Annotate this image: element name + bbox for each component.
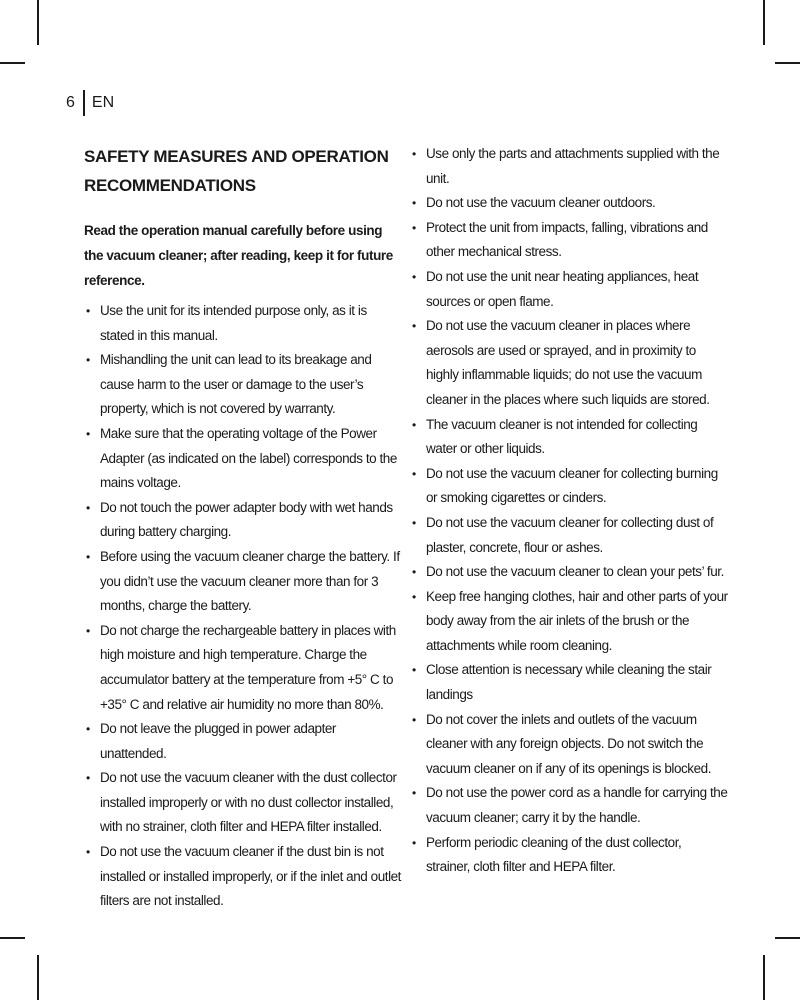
bullet-icon: •	[412, 515, 416, 530]
left-column	[84, 142, 402, 914]
bullet-icon: •	[412, 712, 416, 727]
bullet-icon: •	[412, 196, 416, 211]
bullet-icon: •	[412, 147, 416, 161]
list-item: • Use the unit for its intended purpose only, as it is stated in this manual.	[84, 299, 402, 348]
crop-mark-right-bottom	[775, 937, 800, 939]
bullet-icon: •	[412, 589, 416, 604]
bullet-icon: •	[86, 549, 90, 564]
list-item: • Do not use the vacuum cleaner outdoors.	[410, 191, 728, 216]
page-number: 6	[66, 94, 75, 111]
crop-mark-bottom-right	[763, 955, 765, 1000]
safety-list-left	[84, 299, 402, 914]
crop-mark-right-top	[775, 62, 800, 64]
bullet-icon: •	[86, 426, 90, 441]
right-column	[410, 142, 728, 880]
list-item: • Do not charge the rechargeable battery in places with high moisture and high temperature. Charge the accumulator battery at the temperature from +5° C to +35° C and relative air humidity no more than 80%.	[84, 619, 402, 717]
list-item: • Do not use the unit near heating appliances, heat sources or open flame.	[410, 265, 728, 314]
list-item: • Keep free hanging clothes, hair and other parts of your body away from the air inlets of the brush or the attachments while room cleaning.	[410, 585, 728, 659]
list-item: • Close attention is necessary while cleaning the stair landings	[410, 658, 728, 707]
page-header	[66, 90, 114, 116]
bullet-icon: •	[86, 722, 90, 737]
list-item: • Do not use the vacuum cleaner in places where aerosols are used or sprayed, and in proximity to highly inflammable liquids; do not use the vacuum cleaner in the places where such liquids are stored.	[410, 314, 728, 412]
list-item: • Do not use the vacuum cleaner with the dust collector installed improperly or with no dust collector installed, with no strainer, cloth filter and HEPA filter installed.	[84, 766, 402, 840]
safety-list-right	[410, 142, 728, 880]
crop-mark-top-left	[37, 0, 39, 45]
intro-paragraph: Read the operation manual carefully before using the vacuum cleaner; after reading, keep it for future reference.	[84, 223, 393, 288]
list-item: • Use only the parts and attachments supplied with the unit.	[410, 142, 728, 191]
bullet-icon: •	[86, 845, 90, 860]
list-item: • Do not cover the inlets and outlets of the vacuum cleaner with any foreign objects. Do not switch the vacuum cleaner on if any of its openings is blocked.	[410, 708, 728, 782]
bullet-icon: •	[412, 565, 416, 580]
list-item: • Before using the vacuum cleaner charge the battery. If you didn’t use the vacuum cleaner more than for 3 months, charge the battery.	[84, 545, 402, 619]
header-divider	[83, 90, 85, 116]
list-item: • Protect the unit from impacts, falling, vibrations and other mechanical stress.	[410, 216, 728, 265]
section-title: SAFETY MEASURES AND OPERATION RECOMMENDATIONS	[84, 147, 389, 195]
bullet-icon: •	[86, 304, 90, 318]
crop-mark-top-right	[763, 0, 765, 45]
bullet-icon: •	[412, 466, 416, 481]
bullet-icon: •	[412, 269, 416, 284]
list-item: • Do not use the vacuum cleaner to clean your pets’ fur.	[410, 560, 728, 585]
crop-mark-bottom-left	[37, 955, 39, 1000]
list-item: • Do not use the power cord as a handle for carrying the vacuum cleaner; carry it by the handle.	[410, 781, 728, 830]
crop-mark-left-bottom	[0, 937, 25, 939]
bullet-icon: •	[412, 786, 416, 801]
list-item: • Do not use the vacuum cleaner if the dust bin is not installed or installed improperly, or if the inlet and outlet filters are not installed.	[84, 840, 402, 914]
crop-mark-left-top	[0, 62, 25, 64]
bullet-icon: •	[86, 623, 90, 638]
list-item: • Make sure that the operating voltage of the Power Adapter (as indicated on the label) corresponds to the mains voltage.	[84, 422, 402, 496]
list-item: • Do not use the vacuum cleaner for collecting dust of plaster, concrete, flour or ashes.	[410, 511, 728, 560]
bullet-icon: •	[412, 319, 416, 334]
list-item: • Do not leave the plugged in power adapter unattended.	[84, 717, 402, 766]
bullet-icon: •	[86, 353, 90, 368]
list-item: • Mishandling the unit can lead to its breakage and cause harm to the user or damage to the user’s property, which is not covered by warranty.	[84, 348, 402, 422]
bullet-icon: •	[412, 663, 416, 678]
list-item: • Do not touch the power adapter body with wet hands during battery charging.	[84, 496, 402, 545]
language-code: EN	[91, 94, 115, 111]
bullet-icon: •	[86, 771, 90, 786]
bullet-icon: •	[412, 417, 416, 432]
bullet-icon: •	[412, 220, 416, 235]
bullet-icon: •	[86, 500, 90, 515]
list-item: • Do not use the vacuum cleaner for collecting burning or smoking cigarettes or cinders.	[410, 462, 728, 511]
bullet-icon: •	[412, 835, 416, 850]
list-item: • Perform periodic cleaning of the dust collector, strainer, cloth filter and HEPA filter.	[410, 831, 728, 880]
list-item: • The vacuum cleaner is not intended for collecting water or other liquids.	[410, 413, 728, 462]
